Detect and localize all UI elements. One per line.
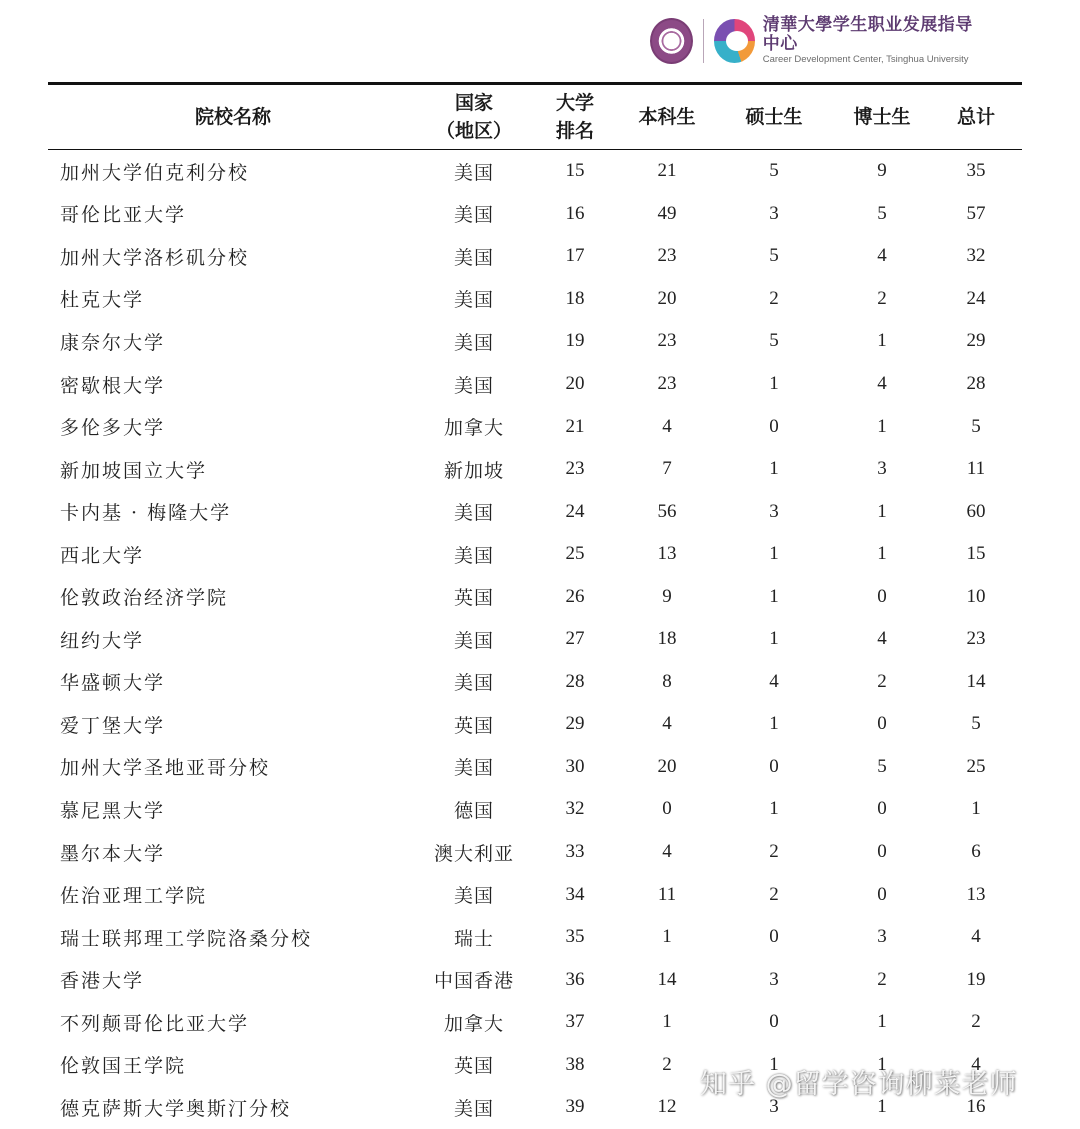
cell-total: 11 <box>966 458 986 480</box>
cell-name: 墨尔本大学 <box>60 842 166 865</box>
cell-name: 加州大学圣地亚哥分校 <box>60 757 271 780</box>
cell-rank: 39 <box>565 1096 585 1118</box>
cell-undergrad: 18 <box>657 628 677 650</box>
col-header-country-line2: （地区） <box>435 120 512 142</box>
table-row <box>48 618 1022 661</box>
cell-total: 57 <box>966 202 986 224</box>
cell-total: 4 <box>971 1053 981 1075</box>
cell-master: 1 <box>769 458 779 480</box>
cell-name: 佐治亚理工学院 <box>60 885 208 908</box>
cell-master: 3 <box>769 968 779 990</box>
cell-total: 16 <box>966 1096 986 1118</box>
cell-master: 2 <box>769 883 779 905</box>
cell-name: 杜克大学 <box>60 289 145 312</box>
cell-phd: 0 <box>877 883 887 905</box>
cell-name: 伦敦国王学院 <box>60 1055 187 1078</box>
cell-rank: 21 <box>565 415 585 437</box>
cell-rank: 20 <box>565 373 585 394</box>
cell-name: 爱丁堡大学 <box>60 714 166 737</box>
cell-rank: 24 <box>565 500 585 522</box>
cell-rank: 30 <box>565 755 585 777</box>
table-row <box>48 320 1022 363</box>
cell-undergrad: 8 <box>662 670 672 692</box>
cell-total: 23 <box>966 628 986 650</box>
col-header-rank-line2: 排名 <box>555 120 594 142</box>
cell-phd: 5 <box>877 755 887 777</box>
cell-country: 美国 <box>453 502 494 525</box>
cell-total: 25 <box>966 755 986 777</box>
cell-master: 3 <box>769 1096 779 1118</box>
cell-country: 英国 <box>453 1055 494 1078</box>
cell-phd: 9 <box>877 160 887 182</box>
cell-rank: 37 <box>565 1011 585 1033</box>
cell-total: 28 <box>966 373 986 394</box>
career-center-cn-name: 清華大學学生职业发展指导中心 <box>762 15 973 54</box>
table-row <box>48 746 1022 789</box>
cell-rank: 34 <box>565 883 585 905</box>
col-header-undergrad: 本科生 <box>638 105 696 128</box>
cell-country: 新加坡 <box>443 459 504 482</box>
cell-name: 香港大学 <box>60 970 145 993</box>
cell-undergrad: 7 <box>662 458 672 480</box>
cell-master: 0 <box>769 1011 779 1033</box>
cell-master: 3 <box>769 500 779 522</box>
cell-phd: 1 <box>877 543 887 565</box>
cell-country: 英国 <box>453 587 494 610</box>
col-header-rank-line1: 大学 <box>555 91 594 114</box>
cell-country: 美国 <box>453 161 494 184</box>
cell-rank: 36 <box>565 968 585 990</box>
cell-total: 14 <box>966 670 986 692</box>
tsinghua-seal-icon <box>650 18 693 64</box>
cell-undergrad: 13 <box>657 543 677 565</box>
cell-master: 0 <box>769 755 779 777</box>
table-row <box>48 278 1022 321</box>
table-row <box>48 448 1022 491</box>
cell-country: 美国 <box>453 1097 494 1120</box>
table-row <box>48 405 1022 448</box>
cell-rank: 26 <box>565 585 585 607</box>
cell-name: 新加坡国立大学 <box>60 459 208 482</box>
cell-phd: 2 <box>877 287 887 309</box>
cell-rank: 32 <box>565 798 585 820</box>
cell-total: 5 <box>971 415 981 437</box>
cell-country: 澳大利亚 <box>433 842 514 865</box>
table-row <box>48 150 1022 193</box>
cell-master: 5 <box>769 160 779 182</box>
cell-country: 美国 <box>453 672 494 695</box>
cell-name: 哥伦比亚大学 <box>60 204 187 227</box>
cell-country: 美国 <box>453 331 494 354</box>
cell-undergrad: 23 <box>657 245 677 267</box>
cell-rank: 23 <box>565 458 585 480</box>
cell-rank: 29 <box>565 713 585 735</box>
cell-master: 1 <box>769 713 779 735</box>
col-header-country <box>418 84 530 150</box>
cell-undergrad: 23 <box>657 373 677 394</box>
cell-total: 4 <box>971 926 981 948</box>
cell-phd: 4 <box>877 245 887 267</box>
cell-phd: 4 <box>877 373 887 394</box>
cell-country: 英国 <box>453 714 494 737</box>
cell-name: 康奈尔大学 <box>60 331 166 354</box>
cell-name: 华盛顿大学 <box>60 672 166 695</box>
cell-undergrad: 14 <box>657 968 677 990</box>
table-row <box>48 575 1022 618</box>
cell-master: 1 <box>769 373 779 394</box>
cell-undergrad: 56 <box>657 500 677 522</box>
cell-country: 加拿大 <box>443 417 504 440</box>
table-row <box>48 661 1022 704</box>
cell-undergrad: 11 <box>657 883 677 905</box>
cell-undergrad: 4 <box>662 841 672 863</box>
cell-total: 24 <box>966 287 986 309</box>
cell-phd: 2 <box>877 670 887 692</box>
cell-undergrad: 9 <box>662 585 672 607</box>
cell-phd: 0 <box>877 713 887 735</box>
cell-total: 1 <box>971 798 981 820</box>
cell-name: 慕尼黑大学 <box>60 799 166 822</box>
table-row <box>48 363 1022 406</box>
cell-rank: 16 <box>565 202 585 224</box>
career-center-en-name: Career Development Center, Tsinghua University <box>762 54 969 66</box>
cell-undergrad: 49 <box>657 202 677 224</box>
career-center-logo-icon <box>714 19 755 63</box>
cell-name: 德克萨斯大学奥斯汀分校 <box>60 1097 292 1120</box>
university-table <box>48 82 1022 1129</box>
cell-total: 35 <box>966 160 986 182</box>
cell-undergrad: 20 <box>657 287 677 309</box>
cell-master: 1 <box>769 585 779 607</box>
cell-phd: 0 <box>877 585 887 607</box>
cell-rank: 25 <box>565 543 585 565</box>
cell-phd: 0 <box>877 798 887 820</box>
cell-rank: 28 <box>565 670 585 692</box>
cell-master: 2 <box>769 841 779 863</box>
cell-name: 多伦多大学 <box>60 417 166 440</box>
cell-total: 2 <box>971 1011 981 1033</box>
cell-undergrad: 1 <box>662 1011 672 1033</box>
cell-master: 1 <box>769 798 779 820</box>
col-header-rank <box>530 84 620 150</box>
cell-rank: 27 <box>565 628 585 650</box>
table-row <box>48 490 1022 533</box>
cell-country: 美国 <box>453 757 494 780</box>
cell-phd: 1 <box>877 1096 887 1118</box>
cell-phd: 1 <box>877 330 887 352</box>
cell-total: 15 <box>966 543 986 565</box>
cell-rank: 19 <box>565 330 585 352</box>
cell-master: 1 <box>769 1053 779 1075</box>
table-row <box>48 703 1022 746</box>
cell-country: 瑞士 <box>453 927 494 950</box>
table-row <box>48 916 1022 959</box>
cell-phd: 2 <box>877 968 887 990</box>
cell-phd: 1 <box>877 415 887 437</box>
cell-name: 伦敦政治经济学院 <box>60 587 229 610</box>
col-header-name: 院校名称 <box>194 105 271 128</box>
table-header-row <box>48 84 1022 150</box>
cell-total: 5 <box>971 713 981 735</box>
cell-master: 2 <box>769 287 779 309</box>
cell-master: 0 <box>769 926 779 948</box>
cell-name: 西北大学 <box>60 544 145 567</box>
cell-country: 美国 <box>453 885 494 908</box>
cell-rank: 38 <box>565 1053 585 1075</box>
cell-master: 1 <box>769 628 779 650</box>
table-row <box>48 193 1022 236</box>
cell-name: 卡内基 · 梅隆大学 <box>60 502 232 525</box>
cell-master: 3 <box>769 202 779 224</box>
cell-name: 加州大学洛杉矶分校 <box>60 246 250 269</box>
table-row <box>48 1001 1022 1044</box>
cell-total: 60 <box>966 500 986 522</box>
cell-phd: 1 <box>877 1053 887 1075</box>
cell-rank: 35 <box>565 926 585 948</box>
cell-total: 29 <box>966 330 986 352</box>
cell-undergrad: 4 <box>662 713 672 735</box>
logo-divider <box>703 19 704 63</box>
cell-phd: 0 <box>877 841 887 863</box>
cell-total: 13 <box>966 883 986 905</box>
cell-name: 纽约大学 <box>60 629 145 652</box>
col-header-phd: 博士生 <box>853 105 911 128</box>
cell-undergrad: 1 <box>662 926 672 948</box>
cell-master: 4 <box>769 670 779 692</box>
cell-undergrad: 23 <box>657 330 677 352</box>
cell-country: 加拿大 <box>443 1012 504 1035</box>
cell-country: 美国 <box>453 544 494 567</box>
cell-total: 10 <box>966 585 986 607</box>
cell-phd: 1 <box>877 1011 887 1033</box>
cell-undergrad: 20 <box>657 755 677 777</box>
cell-name: 不列颠哥伦比亚大学 <box>60 1012 250 1035</box>
cell-country: 中国香港 <box>433 970 514 993</box>
cell-rank: 17 <box>565 245 585 267</box>
cell-undergrad: 21 <box>657 160 677 182</box>
cell-phd: 3 <box>877 458 887 480</box>
table-row <box>48 235 1022 278</box>
cell-total: 6 <box>971 841 981 863</box>
cell-master: 1 <box>769 543 779 565</box>
cell-master: 0 <box>769 415 779 437</box>
cell-total: 32 <box>966 245 986 267</box>
cell-undergrad: 4 <box>662 415 672 437</box>
cell-country: 美国 <box>453 246 494 269</box>
cell-country: 德国 <box>453 799 494 822</box>
cell-undergrad: 12 <box>657 1096 677 1118</box>
career-center-text <box>763 16 990 66</box>
cell-undergrad: 0 <box>662 798 672 820</box>
cell-master: 5 <box>769 330 779 352</box>
watermark: 知乎 @留学咨询柳菜老师 <box>700 1069 1018 1100</box>
header-logo <box>650 14 990 68</box>
cell-phd: 4 <box>877 628 887 650</box>
cell-country: 美国 <box>453 204 494 227</box>
table-row <box>48 873 1022 916</box>
cell-country: 美国 <box>453 629 494 652</box>
cell-phd: 5 <box>877 202 887 224</box>
table-row <box>48 831 1022 874</box>
col-header-master: 硕士生 <box>745 105 803 128</box>
col-header-total: 总计 <box>956 105 995 128</box>
cell-name: 加州大学伯克利分校 <box>60 161 250 184</box>
cell-country: 美国 <box>453 289 494 312</box>
table-row <box>48 533 1022 576</box>
cell-undergrad: 2 <box>662 1053 672 1075</box>
table-row <box>48 788 1022 831</box>
cell-master: 5 <box>769 245 779 267</box>
cell-rank: 15 <box>565 160 585 182</box>
cell-rank: 18 <box>565 287 585 309</box>
cell-name: 瑞士联邦理工学院洛桑分校 <box>60 927 313 950</box>
table-body <box>48 150 1022 1129</box>
cell-phd: 3 <box>877 926 887 948</box>
table-row <box>48 958 1022 1001</box>
cell-name: 密歇根大学 <box>60 374 166 397</box>
cell-phd: 1 <box>877 500 887 522</box>
cell-total: 19 <box>966 968 986 990</box>
cell-rank: 33 <box>565 841 585 863</box>
cell-country: 美国 <box>453 374 494 397</box>
col-header-country-line1: 国家 <box>454 91 493 114</box>
